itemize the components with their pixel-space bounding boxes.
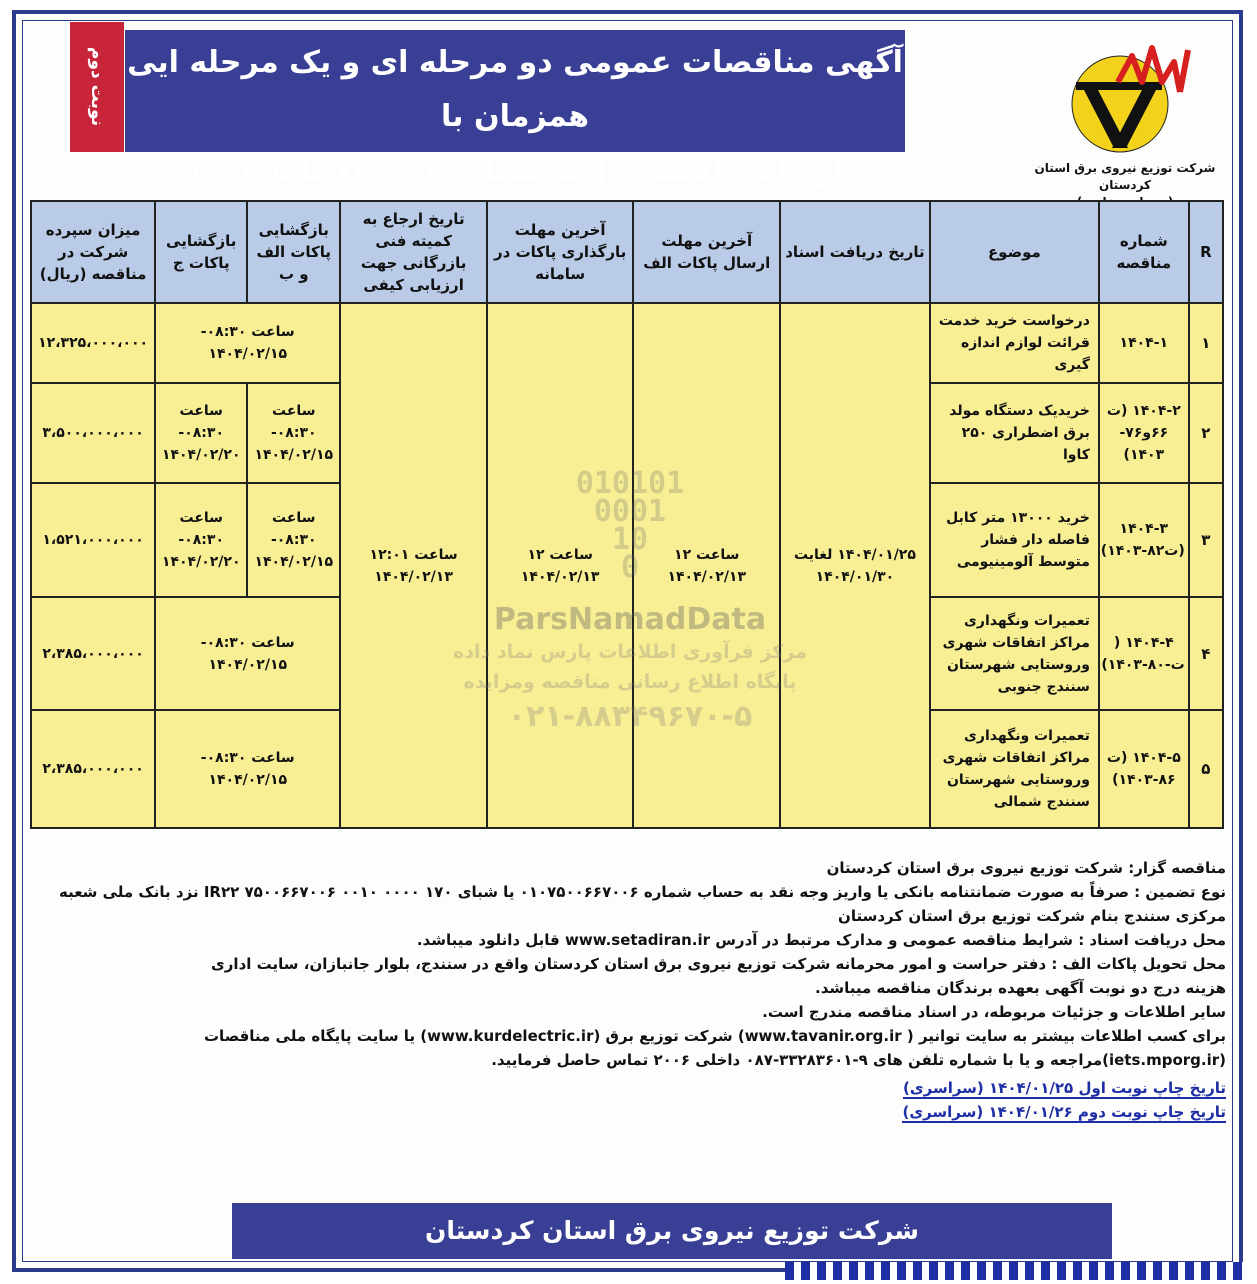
row-number: ۴ <box>1189 597 1223 710</box>
table-row <box>31 303 1223 383</box>
open-c-cell: ساعت ۰۸:۳۰- ۱۴۰۴/۰۲/۲۰ <box>155 483 247 597</box>
header-doc-date: تاریخ دریافت اسناد <box>780 201 930 303</box>
info-line-delivery: محل تحویل پاکات الف : دفتر حراست و امور محرمانه شرکت توزیع نیروی برق استان کردستان واقع در سنندج، بلوار جانبازان، سایت اداری <box>211 955 1226 973</box>
watermark-digits-2: 0001 <box>593 494 667 529</box>
info-line-organizer: مناقصه گزار: شرکت توزیع نیروی برق استان کردستان <box>826 859 1226 877</box>
deposit-cell: ۳،۵۰۰،۰۰۰،۰۰۰ <box>31 383 155 483</box>
deposit-cell: ۲،۳۸۵،۰۰۰،۰۰۰ <box>31 597 155 710</box>
header-referral: تاریخ ارجاع به کمیته فنی بازرگانی جهت ارزیابی کیفی <box>340 201 487 303</box>
referral-cell: ساعت ۱۲:۰۱ ۱۴۰۴/۰۲/۱۳ <box>340 303 487 828</box>
watermark-digits-3: 10 <box>611 522 649 557</box>
send-a-cell: ساعت ۱۲ ۱۴۰۴/۰۲/۱۳ <box>633 303 780 828</box>
header-subject: موضوع <box>930 201 1099 303</box>
company-line-1: شرکت توزیع نیروی برق استان کردستان <box>1034 161 1216 192</box>
open-ab-cell: ساعت ۰۸:۳۰- ۱۴۰۴/۰۲/۱۵ <box>247 483 340 597</box>
header-open-ab: بازگشایی پاکات الف و ب <box>247 201 340 303</box>
watermark-phone: ۰۲۱-۸۸۳۴۹۶۷۰-۵ <box>507 699 753 734</box>
info-line-cost: هزینه درج دو نوبت آگهی بعهده برندگان مناقصه میباشد. <box>815 979 1226 997</box>
badge-label: نوبت دوم <box>87 47 107 127</box>
tender-subject: تعمیرات ونگهداری مراکز اتفاقات شهری وروستایی شهرستان سنندج جنوبی <box>930 597 1099 710</box>
deposit-cell: ۱،۵۲۱،۰۰۰،۰۰۰ <box>31 483 155 597</box>
row-number: ۳ <box>1189 483 1223 597</box>
info-line-guarantee: نوع تضمین : صرفاً به صورت ضمانتنامه بانکی یا واریز وجه نقد به حساب شماره ۰۱۰۷۵۰۰۶۶۷۰۰۶ یا شبای ۱۷۰ ۰۰۰۰ ۰۰۱۰ ۷۵۰۰۶۶۷۰۰۶ IR۲۲ نزد بانک ملی شعبه مرکزی سنندج بنام شرکت توزیع برق استان کردستان <box>58 883 1226 925</box>
row-number: ۲ <box>1189 383 1223 483</box>
tender-subject: خرید ۱۳۰۰۰ متر کابل فاصله دار فشار متوسط آلومینیومی <box>930 483 1099 597</box>
tender-info <box>28 856 1226 1124</box>
watermark-brand: ParsNamadData <box>493 602 767 637</box>
title-line-1: آگهی مناقصات عمومی دو مرحله ای و یک مرحله ایی همزمان با <box>127 45 903 134</box>
tender-number: ۱۴۰۴-۱ <box>1099 303 1189 383</box>
opening-cell: ساعت ۰۸:۳۰- ۱۴۰۴/۰۲/۱۵ <box>155 597 340 710</box>
tender-number: ۱۴۰۴-۲ (ت ۶۶و۷۶- ۱۴۰۳) <box>1099 383 1189 483</box>
opening-cell: ساعت ۰۸:۳۰- ۱۴۰۴/۰۲/۱۵ <box>155 710 340 828</box>
info-line-documents: محل دریافت اسناد : شرایط مناقصه عمومی و مدارک مرتبط در آدرس www.setadiran.ir قابل دانلود میباشد. <box>416 931 1226 949</box>
tender-subject: تعمیرات ونگهداری مراکز اتفاقات شهری وروستایی شهرستان سنندج شمالی <box>930 710 1099 828</box>
tender-table <box>30 200 1224 829</box>
upload-cell: ساعت ۱۲ ۱۴۰۴/۰۲/۱۳ <box>487 303 634 828</box>
open-c-cell: ساعت ۰۸:۳۰- ۱۴۰۴/۰۲/۲۰ <box>155 383 247 483</box>
deposit-cell: ۱۲،۳۲۵،۰۰۰،۰۰۰ <box>31 303 155 383</box>
tender-number: ۱۴۰۴-۵ (ت ۸۶-۱۴۰۳) <box>1099 710 1189 828</box>
tender-number: ۱۴۰۴-۳ (ت۸۲-۱۴۰۳) <box>1099 483 1189 597</box>
title-banner <box>125 30 905 188</box>
doc-date-cell: ۱۴۰۴/۰۱/۲۵ لغایت ۱۴۰۴/۰۱/۳۰ <box>780 303 930 828</box>
deposit-cell: ۲،۳۸۵،۰۰۰،۰۰۰ <box>31 710 155 828</box>
row-number: ۵ <box>1189 710 1223 828</box>
title-line-2: ارزیابی (فشرده) به شماره ۱-۱۴۰۴ تا ۵-۱۴۰۴ <box>186 153 844 188</box>
watermark-line-1: مرکز فرآوری اطلاعات پارس نماد داده <box>453 641 807 663</box>
opening-cell: ساعت ۰۸:۳۰- ۱۴۰۴/۰۲/۱۵ <box>155 303 340 383</box>
footer-company-banner: شرکت توزیع نیروی برق استان کردستان <box>232 1203 1112 1259</box>
tender-subject: خریدیک دستگاه مولد برق اضطراری ۲۵۰ کاوا <box>930 383 1099 483</box>
watermark-digits-4: 0 <box>620 550 640 585</box>
open-ab-cell: ساعت ۰۸:۳۰- ۱۴۰۴/۰۲/۱۵ <box>247 383 340 483</box>
header-open-c: بازگشایی پاکات ج <box>155 201 247 303</box>
header-deposit: میزان سپرده شرکت در مناقصه (ریال) <box>31 201 155 303</box>
row-number: ۱ <box>1189 303 1223 383</box>
print-dates <box>28 1076 1226 1124</box>
table-header-row <box>31 201 1223 303</box>
header-send-a: آخرین مهلت ارسال پاکات الف <box>633 201 780 303</box>
tender-subject: درخواست خرید خدمت قرائت لوازم اندازه گیری <box>930 303 1099 383</box>
decorative-stripes <box>785 1262 1245 1280</box>
info-line-other: سایر اطلاعات و جزئیات مربوطه، در اسناد مناقصه مندرج است. <box>762 1003 1226 1021</box>
header-upload: آخرین مهلت بارگذاری پاکات در سامانه <box>487 201 634 303</box>
print-second-date: تاریخ چاپ نوبت دوم ۱۴۰۴/۰۱/۲۶ (سراسری) <box>902 1103 1226 1121</box>
tender-number: ۱۴۰۴-۴ ( ت-۸۰-۱۴۰۳) <box>1099 597 1189 710</box>
power-company-logo-icon <box>1062 42 1200 160</box>
second-round-badge <box>70 22 124 152</box>
watermark-line-2: پایگاه اطلاع رسانی مناقصه ومزایده <box>463 671 797 693</box>
watermark-digits-1: 010101 <box>575 466 685 501</box>
print-first-date: تاریخ چاپ نوبت اول ۱۴۰۴/۰۱/۲۵ (سراسری) <box>903 1079 1226 1097</box>
header-row-number: R <box>1189 201 1223 303</box>
info-line-contact: برای کسب اطلاعات بیشتر به سایت توانیر ( www.tavanir.org.ir) شرکت توزیع برق (www.kurdelectric.ir) یا سایت پایگاه ملی مناقصات (iets.mporg.ir)مراجعه و یا با شماره تلفن های ۹-۳۳۲۸۳۶۰۱-۰۸۷ داخلی ۲۰۰۶ تماس حاصل فرمایید. <box>203 1027 1226 1069</box>
header-tender-number: شماره مناقصه <box>1099 201 1189 303</box>
